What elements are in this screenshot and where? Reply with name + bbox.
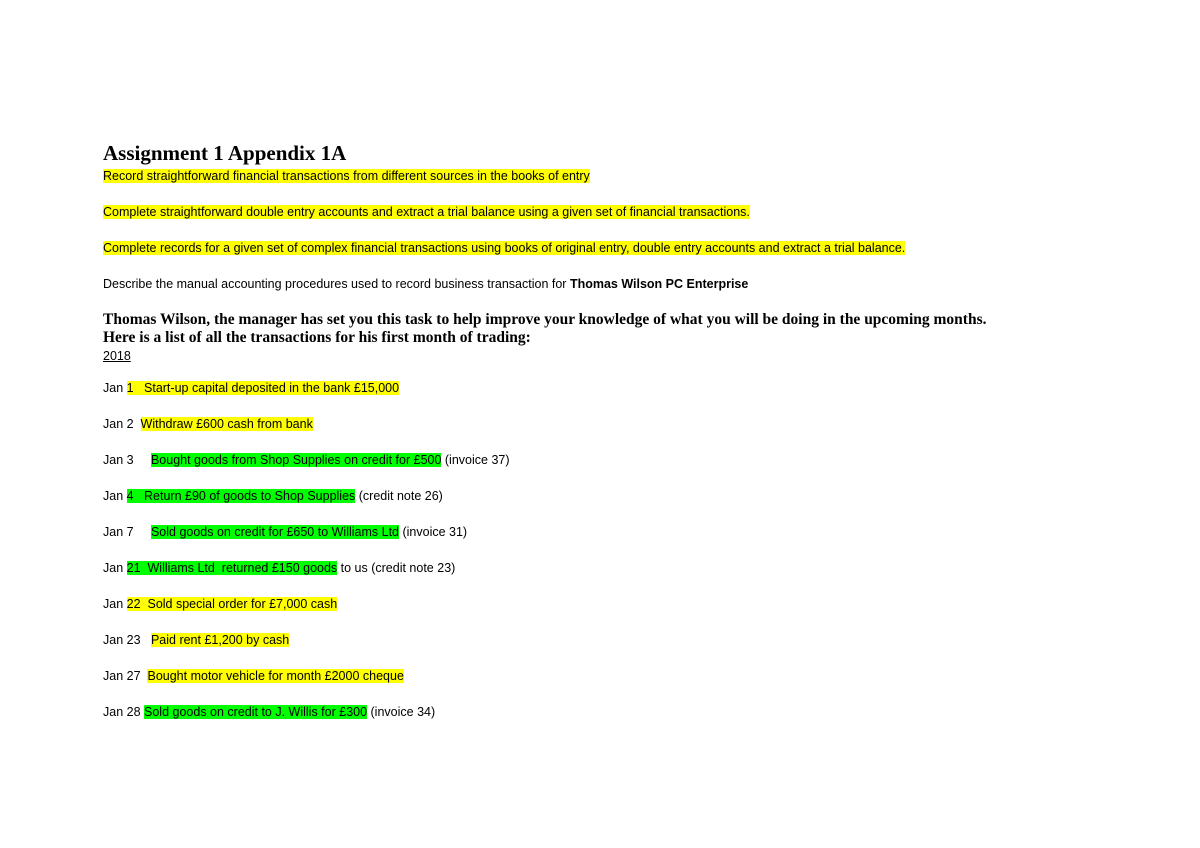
year-label: 2018 xyxy=(103,349,131,363)
transaction-date: Jan xyxy=(103,561,127,575)
transaction-row xyxy=(103,703,1163,721)
transaction-row xyxy=(103,595,1163,613)
transaction-date: Jan 23 xyxy=(103,633,151,647)
transaction-text: Sold goods on credit to J. Willis for £300 xyxy=(144,705,368,719)
transaction-note: (credit note 26) xyxy=(355,489,443,503)
transaction-text: 21 Williams Ltd returned £150 goods xyxy=(126,561,338,575)
transaction-text: 1 Start-up capital deposited in the bank £15,000 xyxy=(126,381,400,395)
document-page xyxy=(103,140,1163,721)
transaction-date: Jan 2 xyxy=(103,417,141,431)
intro-line-2: Here is a list of all the transactions for his first month of trading: xyxy=(103,329,531,346)
transaction-date: Jan 3 xyxy=(103,453,151,467)
transaction-date: Jan 27 xyxy=(103,669,148,683)
describe-text: Describe the manual accounting procedures used to record business transaction for xyxy=(103,277,570,291)
intro-line-1: Thomas Wilson, the manager has set you this task to help improve your knowledge of what you will be doing in the upcoming months. xyxy=(103,311,987,328)
transaction-note: (invoice 31) xyxy=(399,525,468,539)
transaction-text: 4 Return £90 of goods to Shop Supplies xyxy=(126,489,356,503)
company-name: Thomas Wilson PC Enterprise xyxy=(569,277,749,291)
transaction-text: Paid rent £1,200 by cash xyxy=(150,633,290,647)
transaction-row xyxy=(103,415,1163,433)
objective-2 xyxy=(103,203,1163,221)
transaction-row xyxy=(103,631,1163,649)
transaction-date: Jan xyxy=(103,381,127,395)
transaction-text: Sold goods on credit for £650 to Williams Ltd xyxy=(150,525,399,539)
transaction-row xyxy=(103,523,1163,541)
transaction-note: (invoice 37) xyxy=(441,453,510,467)
describe-task xyxy=(103,275,1163,293)
objective-3 xyxy=(103,239,1163,257)
transaction-row xyxy=(103,559,1163,577)
transaction-text: Bought motor vehicle for month £2000 cheque xyxy=(147,669,404,683)
objective-1-text: Record straightforward financial transactions from different sources in the books of entry xyxy=(103,169,590,183)
document-title: Assignment 1 Appendix 1A xyxy=(103,141,347,165)
objective-2-text: Complete straightforward double entry accounts and extract a trial balance using a given set of financial transactions. xyxy=(103,205,750,219)
transaction-note: (invoice 34) xyxy=(367,705,436,719)
transaction-row xyxy=(103,451,1163,469)
transaction-text: Withdraw £600 cash from bank xyxy=(140,417,313,431)
transaction-text: 22 Sold special order for £7,000 cash xyxy=(126,597,338,611)
transaction-date: Jan 28 xyxy=(103,705,145,719)
objective-3-text: Complete records for a given set of complex financial transactions using books of original entry, double entry accounts and extract a trial balance. xyxy=(103,241,906,255)
objective-1 xyxy=(103,167,1163,185)
transaction-date: Jan xyxy=(103,489,127,503)
transaction-note: to us (credit note 23) xyxy=(337,561,456,575)
transaction-date: Jan 7 xyxy=(103,525,151,539)
transaction-date: Jan xyxy=(103,597,127,611)
transaction-row xyxy=(103,487,1163,505)
transaction-row xyxy=(103,379,1163,397)
intro-paragraph xyxy=(103,311,1163,347)
transaction-text: Bought goods from Shop Supplies on credit for £500 xyxy=(150,453,442,467)
transaction-row xyxy=(103,667,1163,685)
